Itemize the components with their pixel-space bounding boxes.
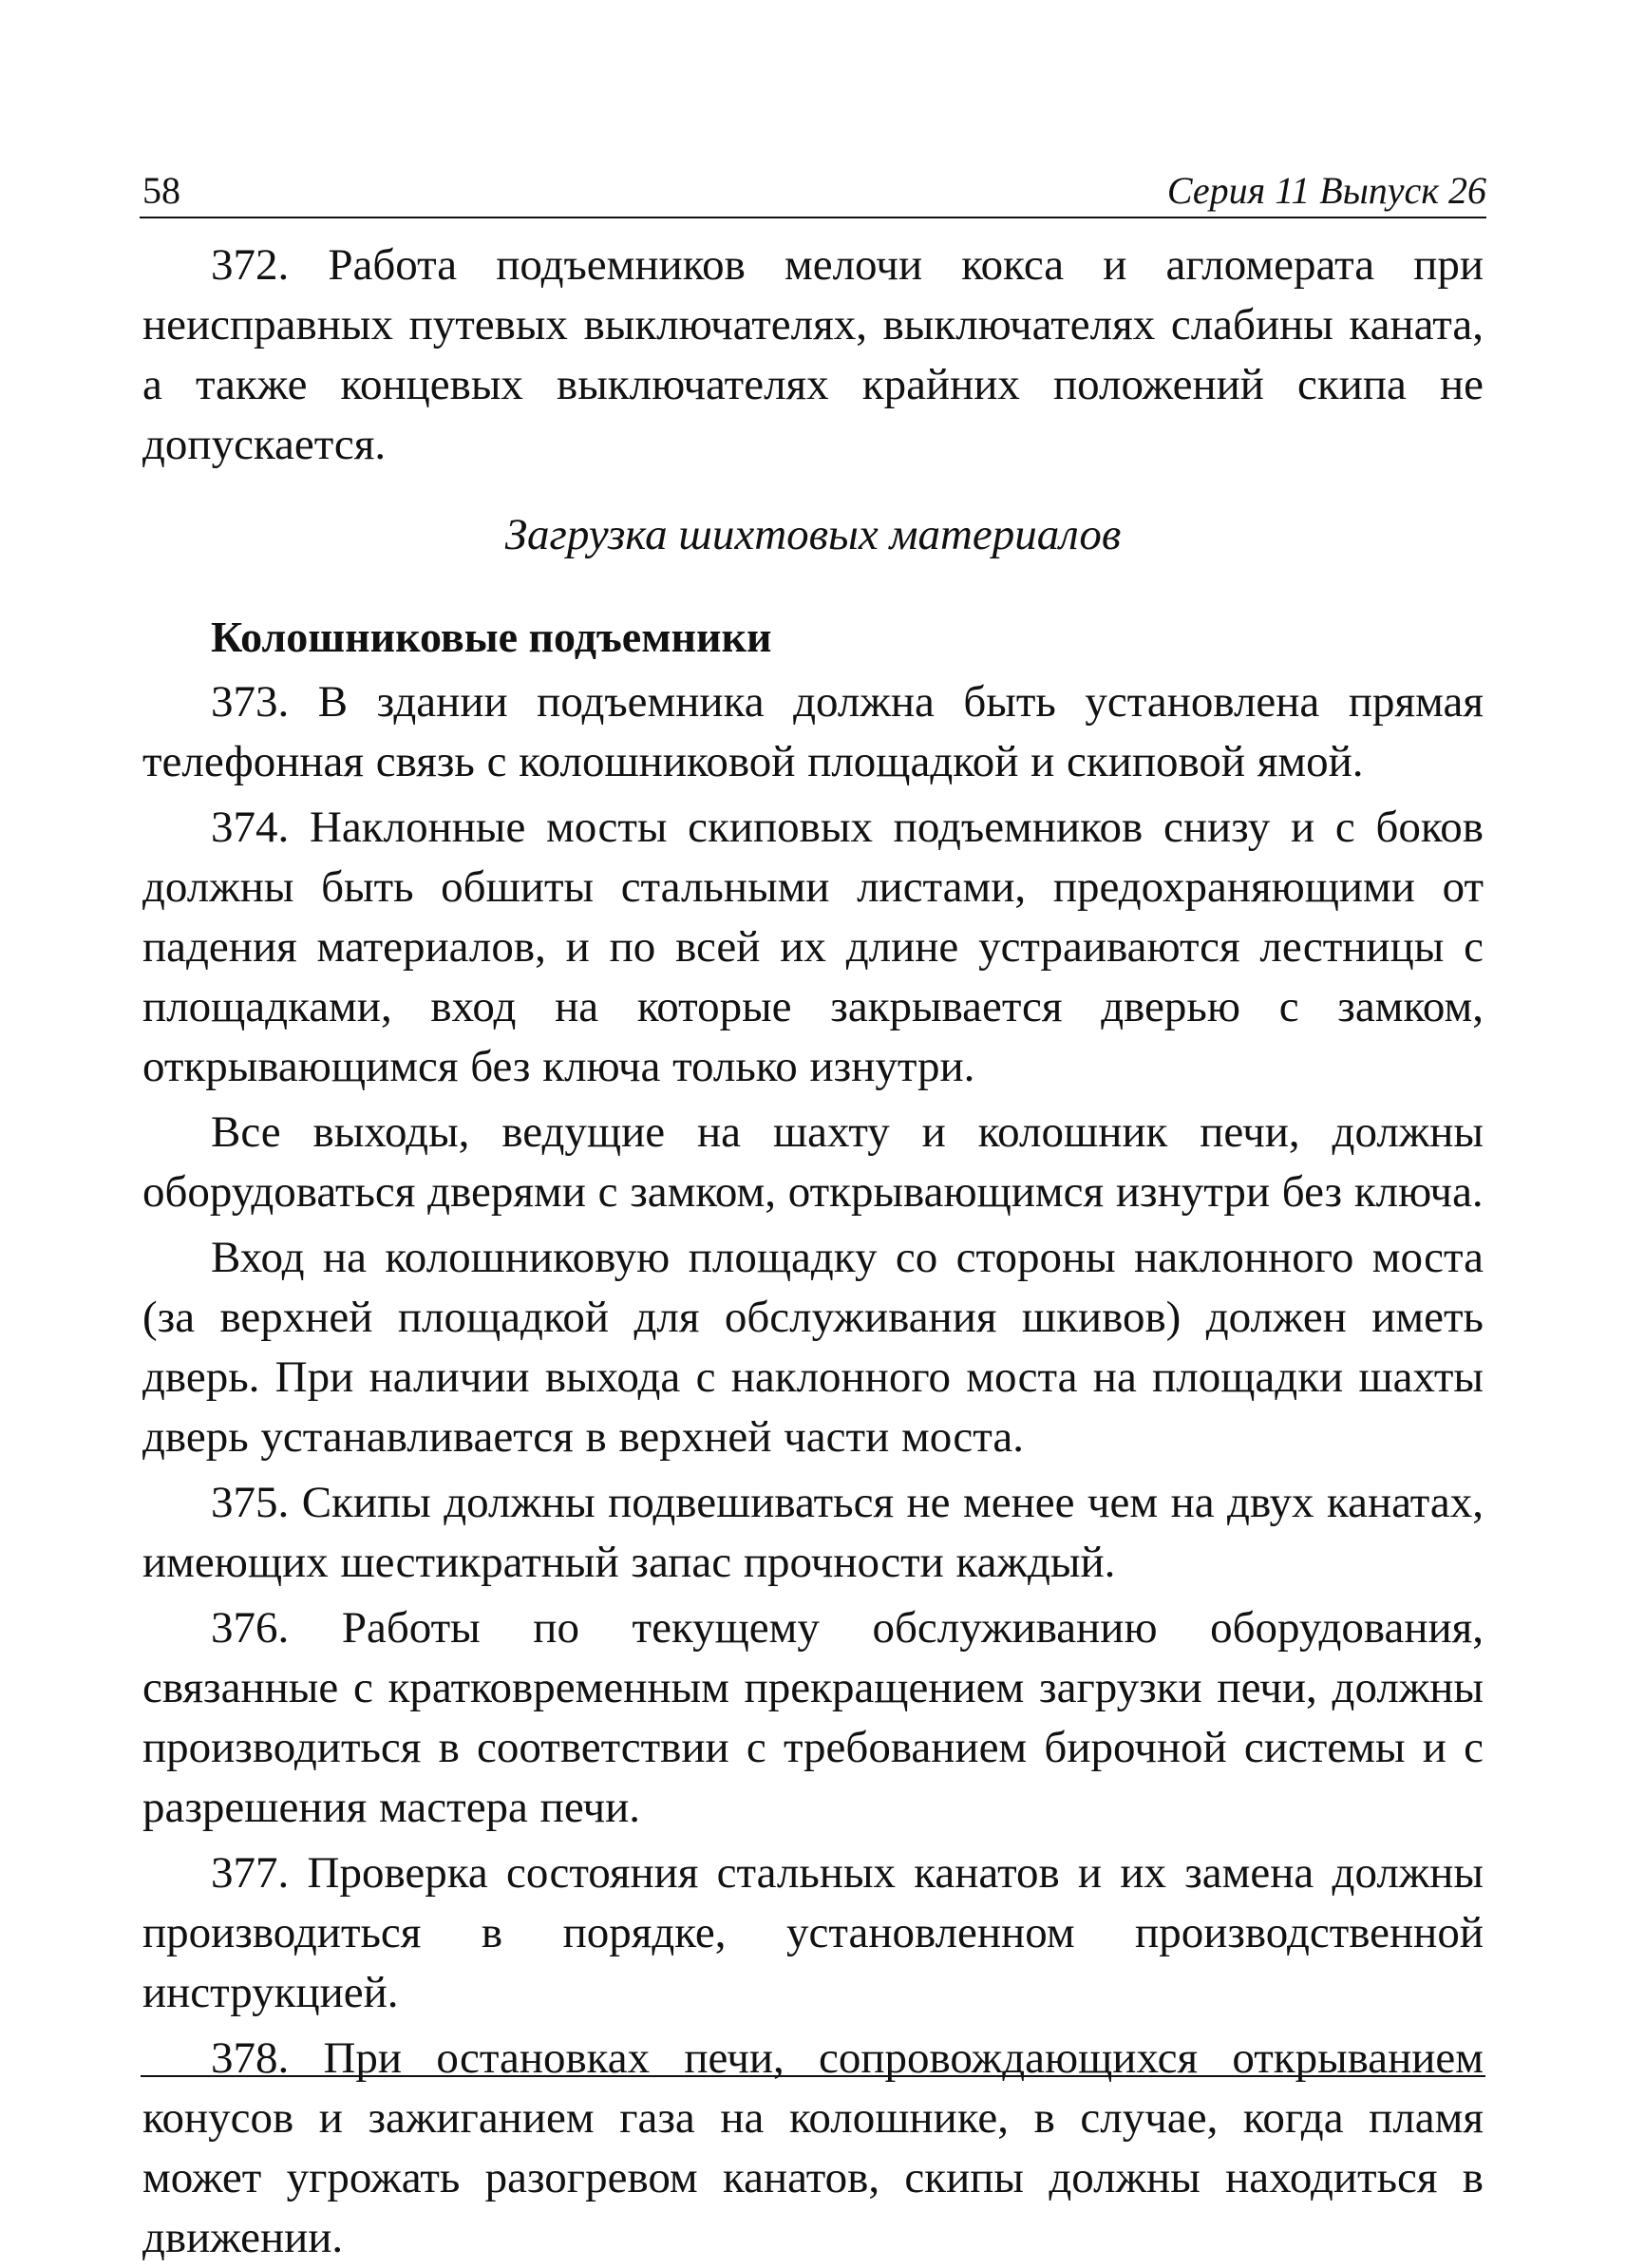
paragraph-377: 377. Проверка состояния стальных канатов и их замена должны производиться в порядке, установленном производственной инструкцией. (142, 1848, 1484, 2017)
footer-rule (141, 2075, 1485, 2077)
running-title: Серия 11 Выпуск 26 (1166, 169, 1486, 212)
paragraph-376: 376. Работы по текущему обслуживанию оборудования, связанные с кратковременным прекращением загрузки печи, должны производиться в соответствии с требованием бирочной системы и с разрешения мастера печи. (142, 1603, 1484, 1832)
section-title: Загрузка шихтовых материалов (504, 510, 1122, 559)
paragraph-374-exits: Все выходы, ведущие на шахту и колошник печи, должны оборудоваться дверями с замком, открывающимся изнутри без ключа. (142, 1107, 1484, 1217)
paragraph-373: 373. В здании подъемника должна быть установлена прямая телефонная связь с колошниковой площадкой и скиповой ямой. (142, 677, 1484, 786)
paragraph-375: 375. Скипы должны подвешиваться не менее чем на двух канатах, имеющих шестикратный запас прочности каждый. (142, 1478, 1484, 1587)
page-number: 58 (142, 169, 180, 212)
subsection-title: Колошниковые подъемники (211, 613, 772, 661)
paragraph-374: 374. Наклонные мосты скиповых подъемников снизу и с боков должны быть обшиты стальными листами, предохраняющими от падения материалов, и по всей их длине устраиваются лестницы с площадками, вход на которые закрывается дверью с замком, открывающимся без ключа только изнутри. (142, 803, 1484, 1091)
page-body (142, 236, 1484, 2268)
page-header (140, 160, 1486, 218)
paragraph-374-entrance: Вход на колошниковую площадку со стороны наклонного моста (за верхней площадкой для обслуживания шкивов) должен иметь дверь. При наличии выхода с наклонного моста на площадки шахты дверь устанавливается в верхней части моста. (142, 1233, 1484, 1462)
paragraph-372: 372. Работа подъемников мелочи кокса и агломерата при неисправных путевых выключателях, выключателях слабины каната, а также концевых выключателях крайних положений скипа не допускается. (142, 240, 1484, 469)
paragraph-378: 378. При остановках печи, сопровождающихся открыванием конусов и зажиганием газа на колошнике, в случае, когда пламя может угрожать разогревом канатов, скипы должны находиться в движении. (142, 2033, 1484, 2262)
